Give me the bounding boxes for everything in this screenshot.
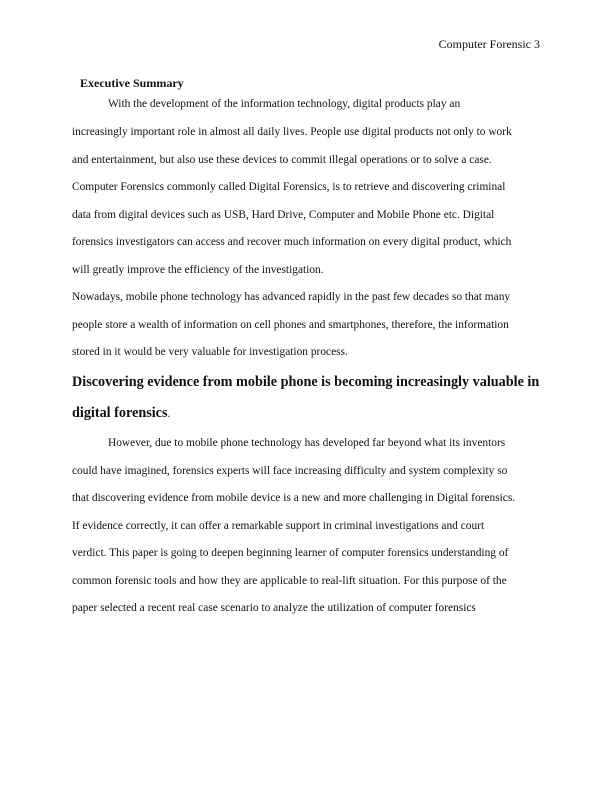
- paragraph-line: people store a wealth of information on cell phones and smartphones, therefore, the information: [72, 319, 509, 331]
- emphasis-heading-line: [72, 404, 170, 423]
- paragraph-line: With the development of the information technology, digital products play an: [108, 98, 461, 110]
- paragraph-line: common forensic tools and how they are applicable to real-lift situation. For this purpose of the: [72, 575, 507, 587]
- paragraph-line: paper selected a recent real case scenario to analyze the utilization of computer forensics: [72, 602, 476, 614]
- paragraph-line: could have imagined, forensics experts will face increasing difficulty and system complexity so: [72, 465, 508, 477]
- section-heading: Executive Summary: [80, 76, 184, 90]
- paragraph-line: verdict. This paper is going to deepen beginning learner of computer forensics understanding of: [72, 547, 509, 559]
- paragraph-line: However, due to mobile phone technology has developed far beyond what its inventors: [108, 437, 506, 449]
- paragraph-line: increasingly important role in almost all daily lives. People use digital products not only to work: [72, 126, 512, 138]
- emphasis-heading-line: Discovering evidence from mobile phone is becoming increasingly valuable in: [72, 374, 540, 390]
- paragraph-line: stored in it would be very valuable for investigation process.: [72, 346, 348, 358]
- paragraph-line: and entertainment, but also use these devices to commit illegal operations or to solve a case.: [72, 154, 492, 166]
- paragraph-line: If evidence correctly, it can offer a remarkable support in criminal investigations and court: [72, 520, 485, 532]
- emphasis-heading-period: .: [167, 408, 171, 420]
- paragraph-line: data from digital devices such as USB, Hard Drive, Computer and Mobile Phone etc. Digital: [72, 209, 495, 221]
- paragraph-line: Nowadays, mobile phone technology has advanced rapidly in the past few decades so that many: [72, 291, 511, 303]
- paragraph-line: that discovering evidence from mobile device is a new and more challenging in Digital forensics.: [72, 492, 516, 504]
- paragraph-line: forensics investigators can access and recover much information on every digital product, which: [72, 236, 512, 248]
- running-head: Computer Forensic 3: [438, 37, 540, 51]
- emphasis-heading-text: digital forensics: [72, 405, 168, 421]
- paragraph-line: Computer Forensics commonly called Digital Forensics, is to retrieve and discovering criminal: [72, 181, 506, 193]
- paragraph-line: will greatly improve the efficiency of the investigation.: [72, 264, 324, 276]
